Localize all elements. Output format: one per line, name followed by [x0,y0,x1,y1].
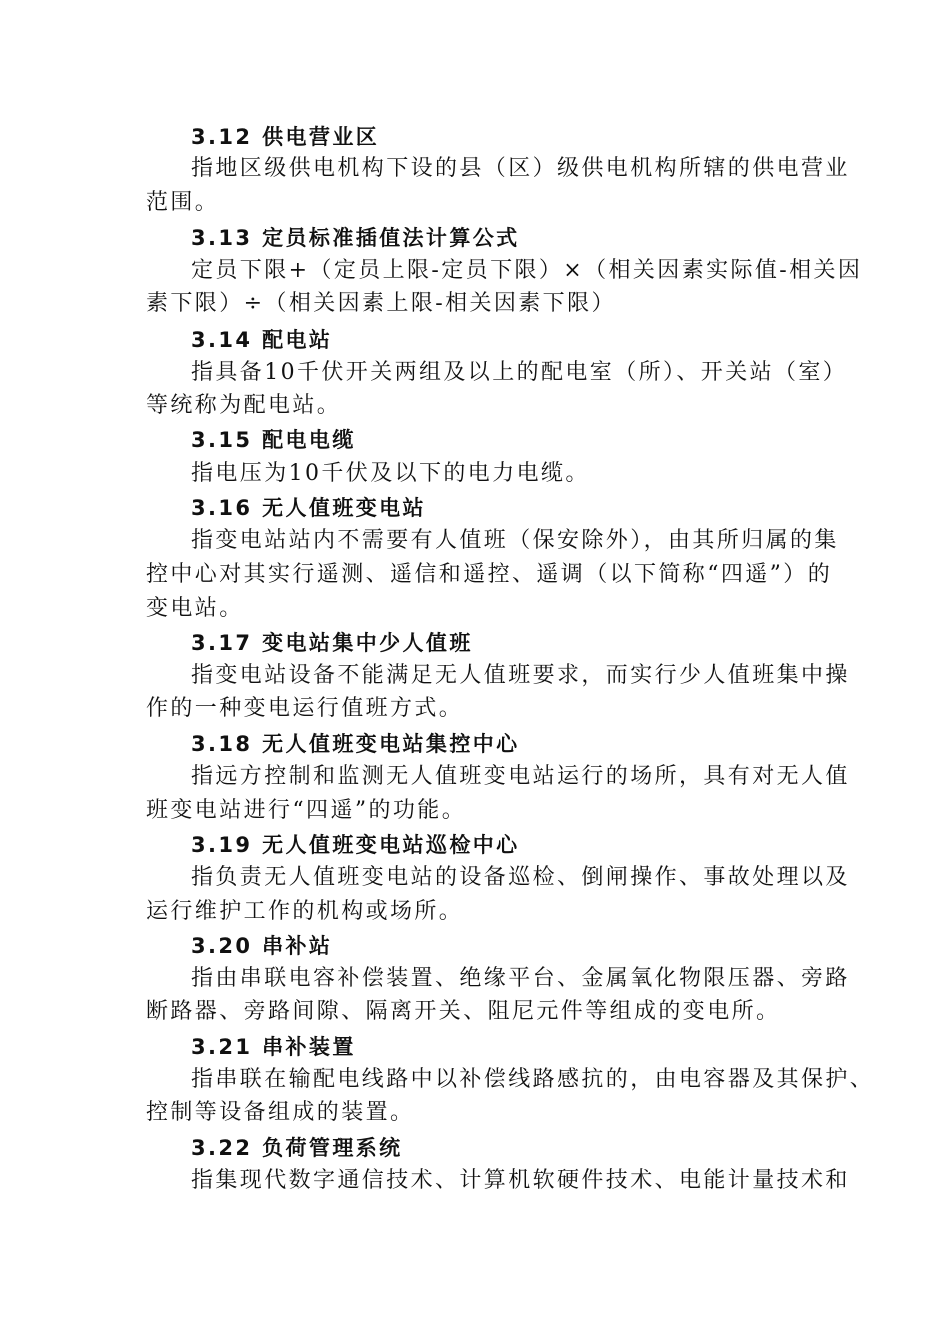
section-heading: 3.21 串补装置 [191,1035,356,1059]
paragraph-line: 范围。 [146,190,220,215]
paragraph-line: 指电压为10千伏及以下的电力电缆。 [191,461,590,486]
paragraph-line: 指变电站设备不能满足无人值班要求，而实行少人值班集中操 [191,663,850,688]
section-heading: 3.19 无人值班变电站巡检中心 [191,833,520,857]
section-heading: 3.16 无人值班变电站 [191,496,426,520]
paragraph-line: 指远方控制和监测无人值班变电站运行的场所，具有对无人值 [191,764,850,789]
paragraph-line: 定员下限+（定员上限-定员下限）×（相关因素实际值-相关因 [191,258,863,283]
section-heading: 3.20 串补站 [191,934,333,958]
section-heading: 3.13 定员标准插值法计算公式 [191,226,520,250]
paragraph-line: 控制等设备组成的装置。 [146,1100,415,1125]
paragraph-line: 断路器、旁路间隙、隔离开关、阻尼元件等组成的变电所。 [146,999,781,1024]
section-heading: 3.18 无人值班变电站集控中心 [191,732,520,756]
section-heading: 3.12 供电营业区 [191,125,380,149]
paragraph-line: 指串联在输配电线路中以补偿线路感抗的，由电容器及其保护、 [191,1067,875,1092]
section-heading: 3.17 变电站集中少人值班 [191,631,473,655]
paragraph-line: 运行维护工作的机构或场所。 [146,899,464,924]
section-heading: 3.15 配电电缆 [191,428,356,452]
paragraph-line: 指变电站站内不需要有人值班（保安除外），由其所归属的集 [191,528,839,553]
paragraph-line: 指地区级供电机构下设的县（区）级供电机构所辖的供电营业 [191,156,850,181]
paragraph-line: 作的一种变电运行值班方式。 [146,696,464,721]
paragraph-line: 变电站。 [146,596,244,621]
paragraph-line: 指由串联电容补偿装置、绝缘平台、金属氧化物限压器、旁路 [191,966,850,991]
paragraph-line: 指具备10千伏开关两组及以上的配电室（所）、开关站（室） [191,360,848,385]
paragraph-line: 班变电站进行“四遥”的功能。 [146,798,467,823]
paragraph-line: 指负责无人值班变电站的设备巡检、倒闸操作、事故处理以及 [191,865,850,890]
section-heading: 3.14 配电站 [191,328,333,352]
section-heading: 3.22 负荷管理系统 [191,1136,403,1160]
paragraph-line: 指集现代数字通信技术、计算机软硬件技术、电能计量技术和 [191,1168,850,1193]
paragraph-line: 控中心对其实行遥测、遥信和遥控、遥调（以下简称“四遥”）的 [146,562,833,587]
paragraph-line: 素下限）÷（相关因素上限-相关因素下限） [146,291,616,316]
paragraph-line: 等统称为配电站。 [146,393,342,418]
